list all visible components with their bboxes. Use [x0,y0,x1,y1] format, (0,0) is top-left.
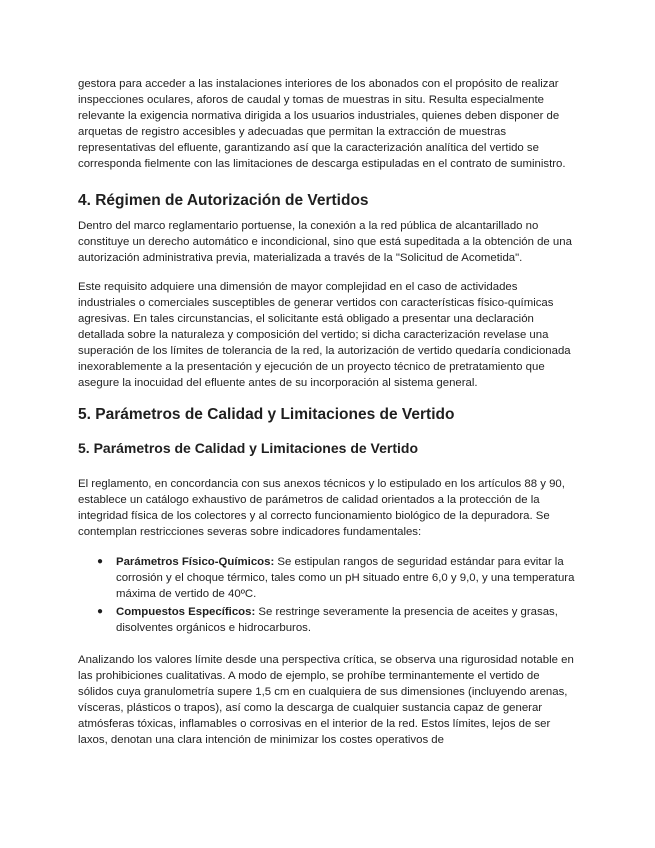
section-4-paragraph-2: Este requisito adquiere una dimensión de mayor complejidad en el caso de actividades industriales o comerciales susceptibles de generar vertidos con características físico-químicas agresivas. En tales circunstancias, el solicitante está obligado a presentar una declaración detallada sobre la naturaleza y composición del vertido; si dicha caracterización revelase una superación de los límites de tolerancia de la red, la autorización de vertido quedaría condicionada inexorablemente a la presentación y ejecución de un proyecto técnico de pretratamiento que asegure la inocuidad del efluente antes de su incorporación al sistema general. [78,281,571,389]
section-5-paragraph-1: El reglamento, en concordancia con sus anexos técnicos y lo estipulado en los artículos 88 y 90, establece un catálogo exhaustivo de parámetros de calidad orientados a la protección de la integridad física de los colectores y al correcto funcionamiento biológico de la depuradora. Se contemplan restricciones severas sobre indicadores fundamentales: [78,478,565,538]
section-4-heading: 4. Régimen de Autorización de Vertidos [78,192,369,209]
section-5-heading: 5. Parámetros de Calidad y Limitaciones de Vertido [78,406,455,423]
list-item-text: Se restringe severamente la presencia de aceites y grasas, disolventes orgánicos e hidrocarburos. [116,606,558,634]
list-item-term: Parámetros Físico-Químicos: [116,556,275,568]
bullet-icon: ● [97,556,104,567]
list-item [97,604,577,636]
section-4-paragraph-1: Dentro del marco reglamentario portuense, la conexión a la red pública de alcantarillado no constituye un derecho automático e incondicional, sino que está supeditada a la obtención de una autorización administrativa previa, materializada a través de la "Solicitud de Acometida". [78,220,572,264]
list-item [97,554,577,602]
bullet-icon: ● [97,606,104,617]
intro-paragraph: gestora para acceder a las instalaciones interiores de los abonados con el propósito de realizar inspecciones oculares, aforos de caudal y tomas de muestras in situ. Resulta especialmente relevante la exigencia normativa dirigida a los usuarios industriales, quienes deben disponer de arquetas de registro accesibles y adecuadas que permitan la extracción de muestras representativas del efluente, garantizando así que la caracterización analítica del vertido se corresponda fielmente con las limitaciones de descarga estipuladas en el contrato de suministro. [78,78,566,170]
parameters-list [78,554,577,636]
list-item-text: Se estipulan rangos de seguridad estándar para evitar la corrosión y el choque térmico, tales como un pH situado entre 6,0 y 9,0, y una temperatura máxima de vertido de 40ºC. [116,556,575,600]
section-5-paragraph-2: Analizando los valores límite desde una perspectiva crítica, se observa una rigurosidad notable en las prohibiciones cualitativas. A modo de ejemplo, se prohíbe terminantemente el vertido de sólidos cuya granulometría supere 1,5 cm en cualquiera de sus dimensiones (incluyendo arenas, vísceras, plásticos o trapos), así como la descarga de cualquier sustancia capaz de generar atmósferas tóxicas, inflamables o corrosivas en el interior de la red. Estos límites, lejos de ser laxos, denotan una clara intención de minimizar los costes operativos de [78,654,574,746]
list-item-term: Compuestos Específicos: [116,606,256,618]
section-5-subheading: 5. Parámetros de Calidad y Limitaciones de Vertido [78,440,419,456]
